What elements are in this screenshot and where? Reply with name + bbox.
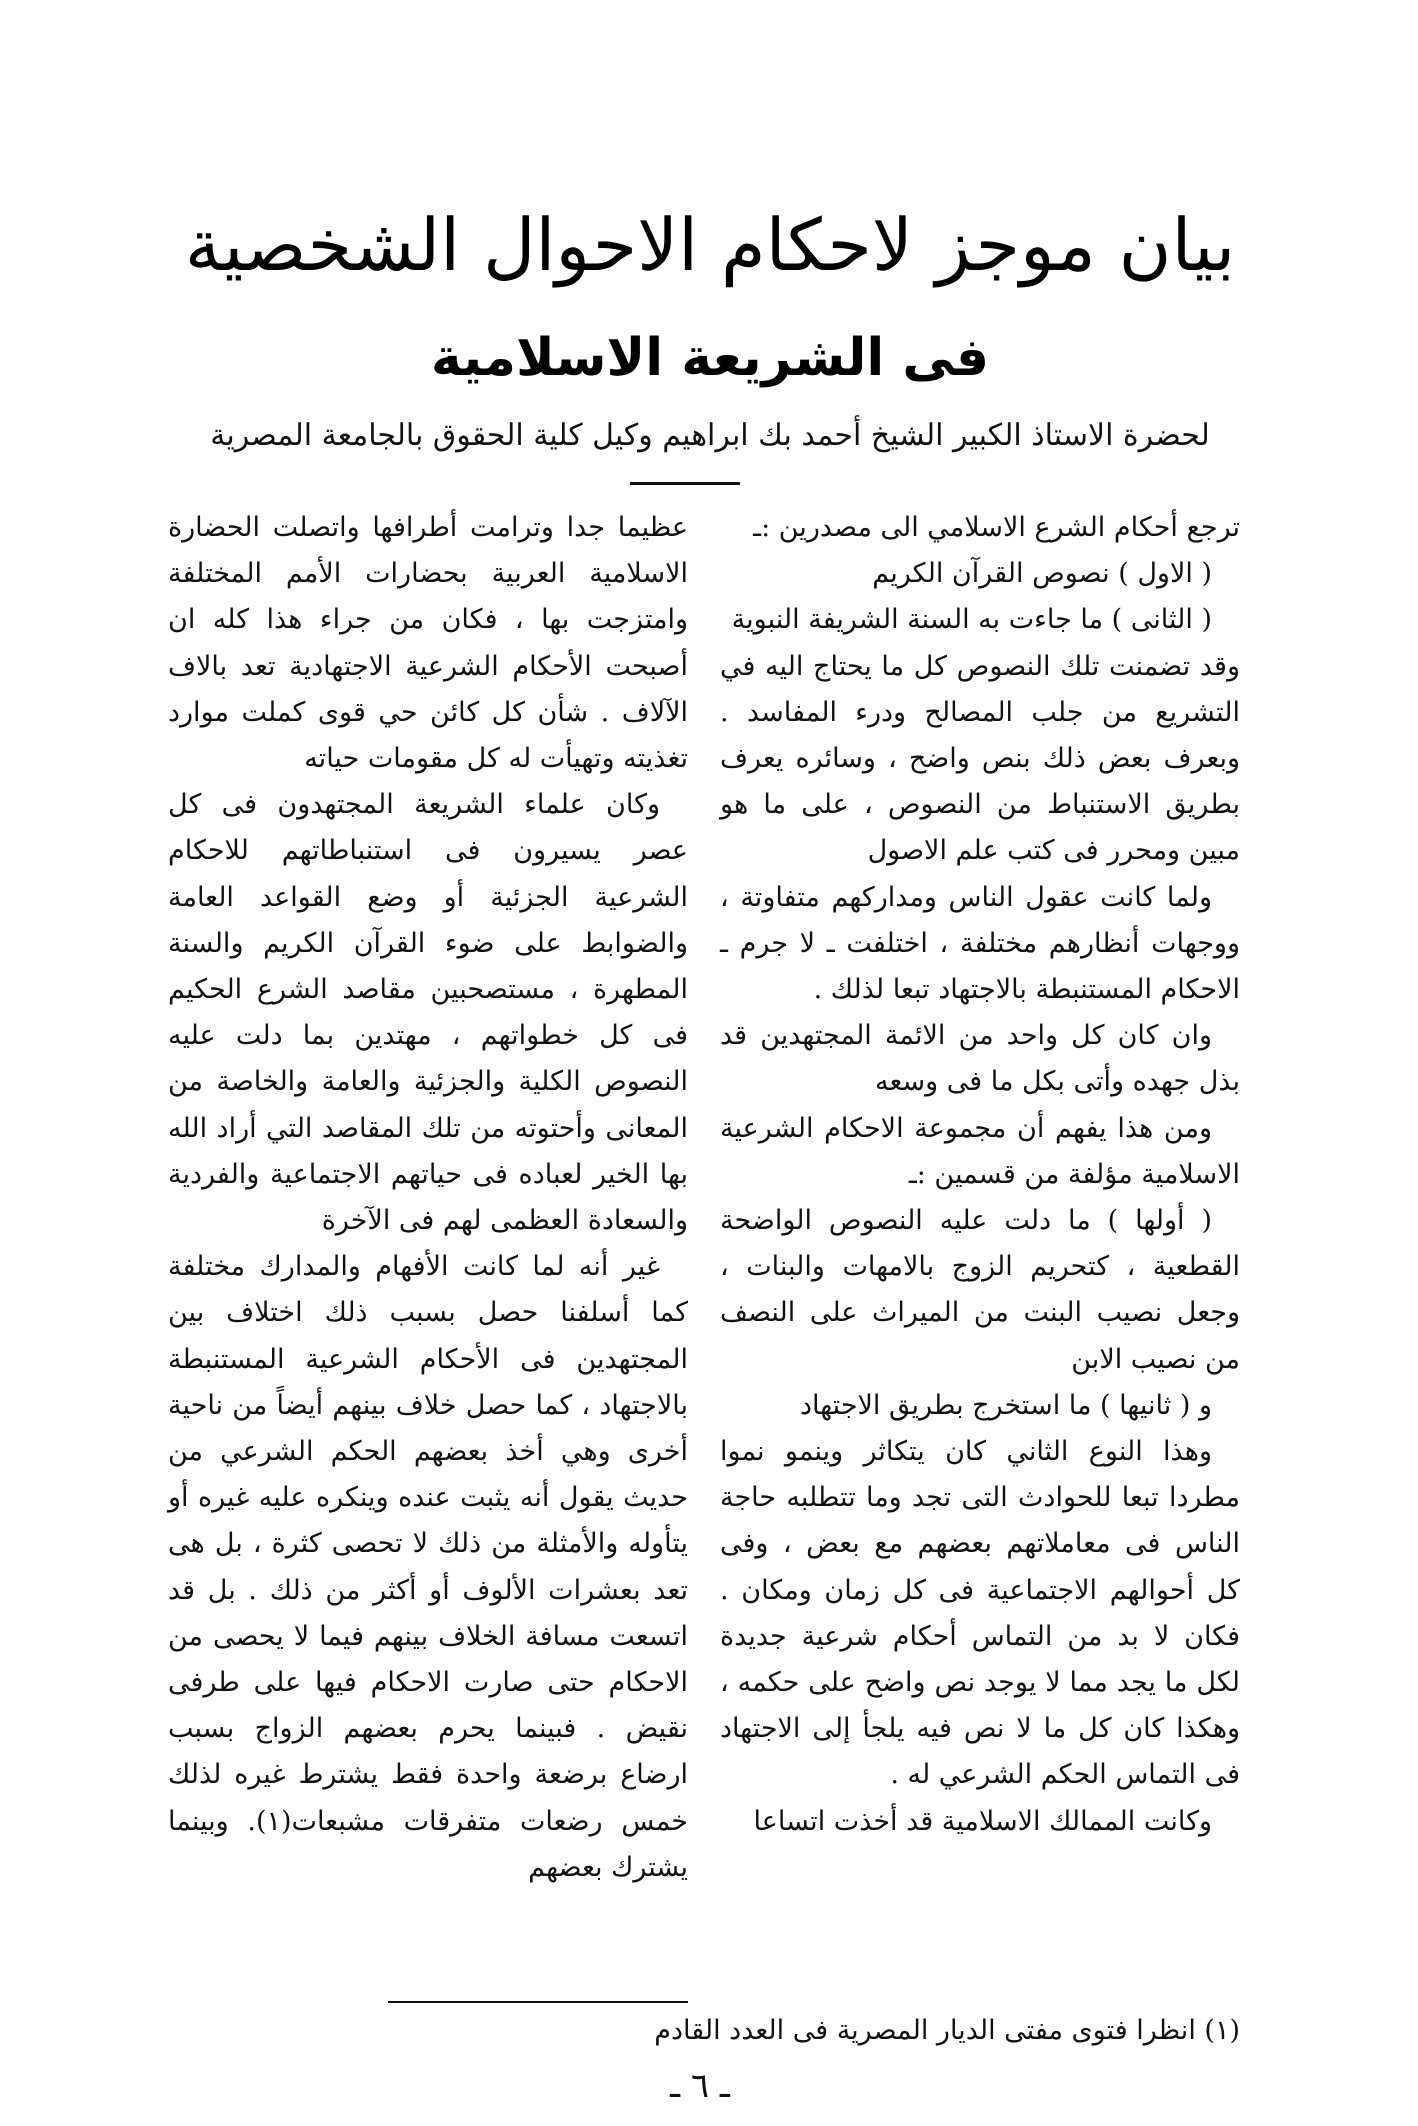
footnote: (١) انظرا فتوى مفتى الديار المصرية فى العدد القادم	[654, 2015, 1240, 2046]
page-number: ـ ٦ ـ	[670, 2066, 730, 2106]
title-divider	[630, 482, 740, 485]
paragraph: غير أنه لما كانت الأفهام والمدارك مختلفة كما أسلفنا حصل بسبب ذلك اختلاف بين المجتهدين فى الأحكام الشرعية المستنبطة بالاجتهاد ، كما حصل خلاف بينهم أيضاً من ناحية أخرى وهي أخذ بعضهم الحكم الشرعي من حديث يقول أنه يثبت عنده وينكره عليه غيره أو يتأوله والأمثلة من ذلك لا تحصى كثرة ، بل هى تعد بعشرات الألوف أو أكثر من ذلك . بل قد اتسعت مسافة الخلاف بينهم فيما لا يحصى من الاحكام حتى صارت الاحكام فيها على طرفى نقيض . فبينما يحرم بعضهم الزواج بسبب ارضاع برضعة واحدة فقط يشترط غيره لذلك خمس رضعات متفرقات مشبعات(١). وبينما يشترك بعضهم	[168, 1251, 688, 1883]
paragraph: ولما كانت عقول الناس ومداركهم متفاوتة ، ووجهات أنظارهم مختلفة ، اختلفت ـ لا جرم ـ الاحكام المستنبطة بالاجتهاد تبعا لذلك .	[720, 881, 1240, 1006]
article-byline: لحضرة الاستاذ الكبير الشيخ أحمد بك ابراهيم وكيل كلية الحقوق بالجامعة المصرية	[210, 418, 1210, 453]
paragraph: ومن هذا يفهم أن مجموعة الاحكام الشرعية الاسلامية مؤلفة من قسمين :ـ	[720, 1112, 1240, 1190]
paragraph: ( الثانى ) ما جاءت به السنة الشريفة النبوية	[731, 604, 1212, 636]
paragraph: وكانت الممالك الاسلامية قد أخذت اتساعا	[753, 1805, 1212, 1837]
paragraph: ( الاول ) نصوص القرآن الكريم	[872, 558, 1212, 590]
paragraph: وهذا النوع الثاني كان يتكاثر وينمو نموا مطردا تبعا للحوادث التى تجد وما تتطلبه حاجة الناس فى معاملاتهم بعضهم مع بعض ، وفى كل أحوالهم الاجتماعية فى كل زمان ومكان . فكان لا بد من التماس أحكام شرعية جديدة لكل ما يجد مما لا يوجد نص واضح على حكمه ، وهكذا كان كل ما لا نص فيه يلجأ إلى الاجتهاد فى التماس الحكم الشرعي له .	[720, 1436, 1240, 1791]
text-column-right	[720, 505, 1240, 1845]
paragraph: ترجع أحكام الشرع الاسلامي الى مصدرين :ـ	[753, 512, 1240, 543]
article-subtitle: فى الشريعة الاسلامية	[430, 328, 989, 388]
paragraph: و ( ثانيها ) ما استخرج بطريق الاجتهاد	[799, 1389, 1212, 1421]
article-title: بيان موجز لاحكام الاحوال الشخصية	[184, 203, 1236, 287]
paragraph: وقد تضمنت تلك النصوص كل ما يحتاج اليه في التشريع من جلب المصالح ودرء المفاسد . وبعرف بعض ذلك بنص واضح ، وسائره يعرف بطريق الاستنباط من النصوص ، على ما هو مبين ومحرر فى كتب علم الاصول	[720, 650, 1240, 867]
paragraph: وان كان كل واحد من الائمة المجتهدين قد بذل جهده وأتى بكل ما فى وسعه	[720, 1020, 1240, 1098]
footnote-divider	[388, 2001, 688, 2003]
text-column-left	[168, 505, 688, 1891]
paragraph: ( أولها ) ما دلت عليه النصوص الواضحة القطعية ، كتحريم الزوج بالامهات والبنات ، وجعل نصيب البنت من الميراث على النصف من نصيب الابن	[720, 1205, 1240, 1375]
paragraph: وكان علماء الشريعة المجتهدون فى كل عصر يسيرون فى استنباطاتهم للاحكام الشرعية الجزئية أو وضع القواعد العامة والضوابط على ضوء القرآن الكريم والسنة المطهرة ، مستصحبين مقاصد الشرع الحكيم فى كل خطواتهم ، مهتدين بما دلت عليه النصوص الكلية والجزئية والعامة والخاصة من المعانى وأحتوته من تلك المقاصد التي أراد الله بها الخير لعباده فى حياتهم الاجتماعية والفردية والسعادة العظمى لهم فى الآخرة	[168, 789, 688, 1237]
paragraph: عظيما جدا وترامت أطرافها واتصلت الحضارة الاسلامية العربية بحضارات الأمم المختلفة وامتزجت بها ، فكان من جراء هذا كله ان أصبحت الأحكام الشرعية الاجتهادية تعد بالاف الآلاف . شأن كل كائن حي قوى كملت موارد تغذيته وتهيأت له كل مقومات حياته	[168, 512, 688, 775]
